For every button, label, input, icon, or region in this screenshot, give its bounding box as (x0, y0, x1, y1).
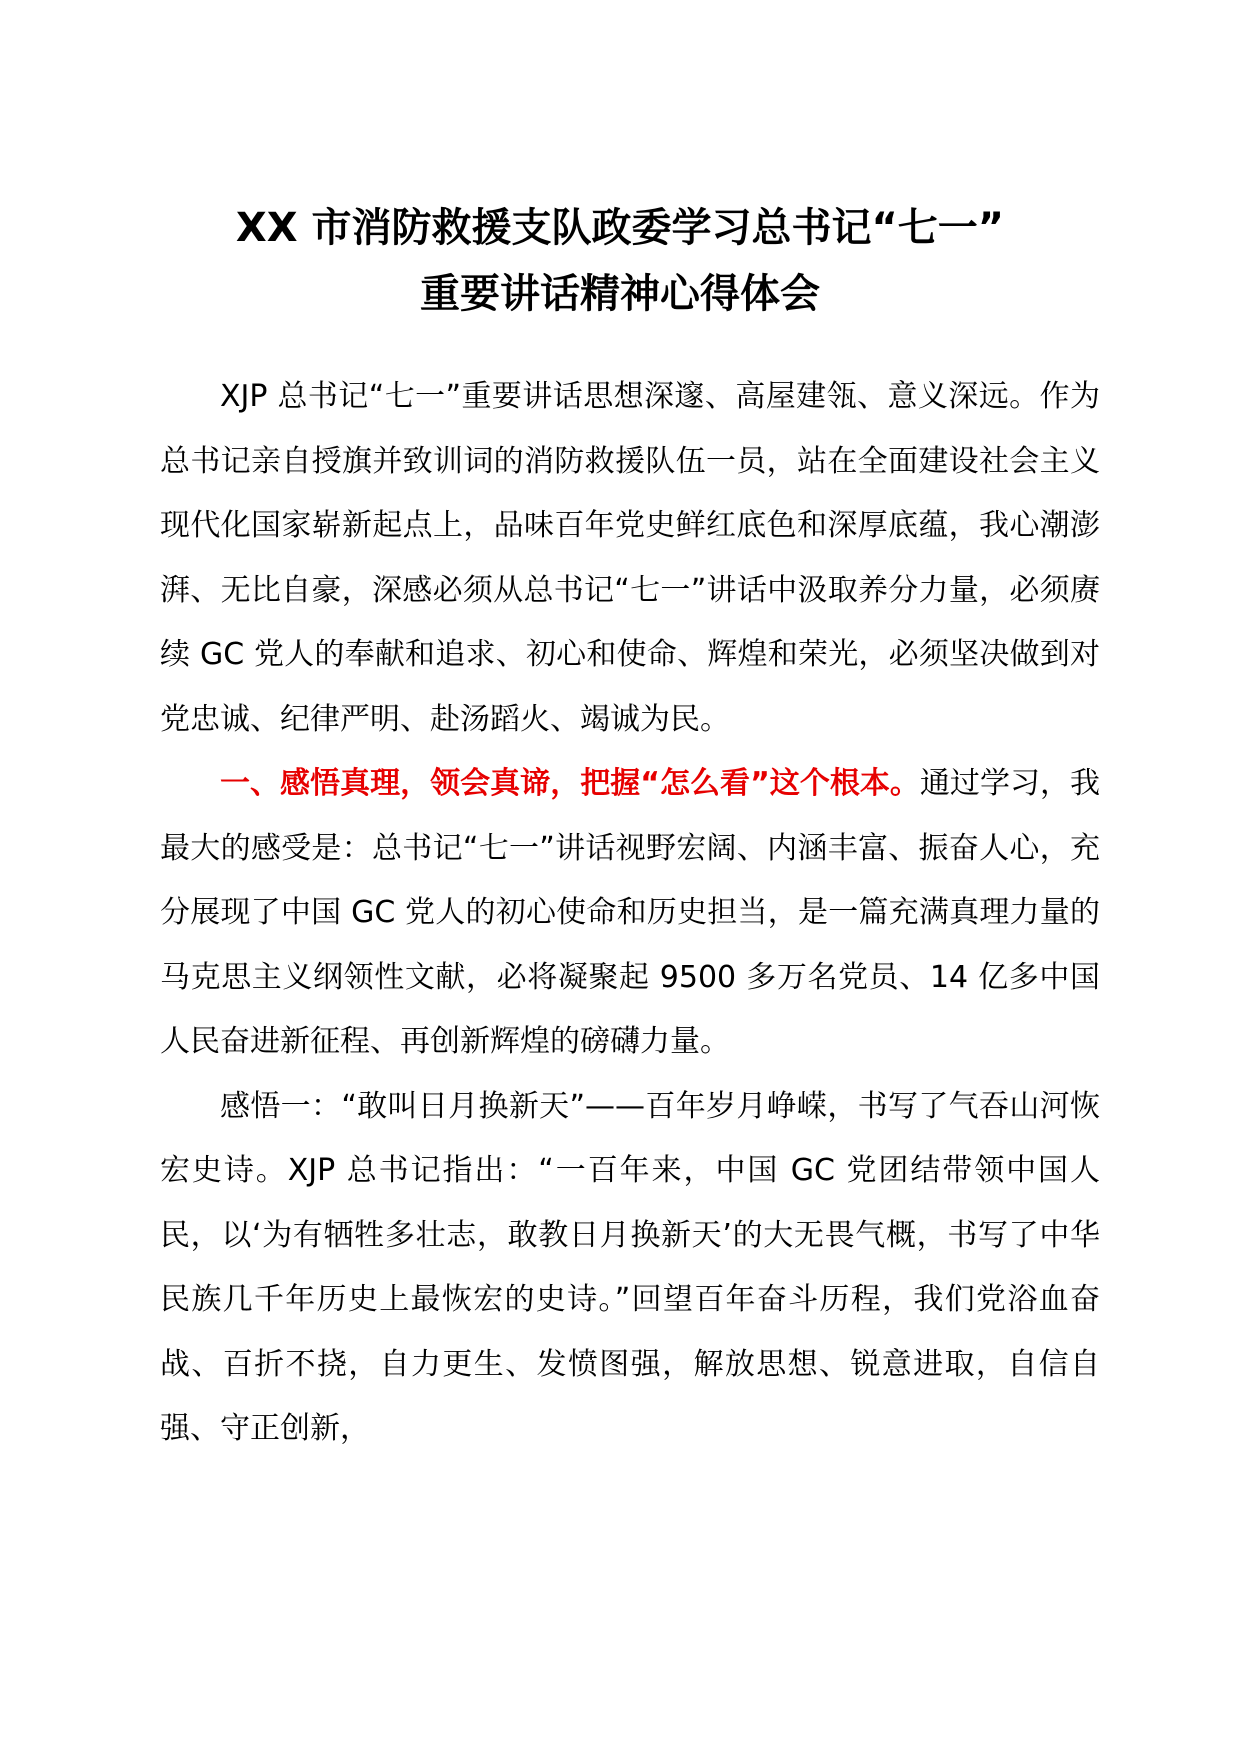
paragraph-section-1 (160, 752, 1100, 1075)
title-line-1: XX 市消防救援支队政委学习总书记“七一” (235, 205, 1005, 251)
section-1-heading: 一、感悟真理，领会真谛，把握“怎么看”这个根本。 (220, 766, 920, 801)
document-body (160, 365, 1100, 1462)
paragraph-intro: XJP 总书记“七一”重要讲话思想深邃、高屋建瓴、意义深远。作为总书记亲自授旗并致训词的消防救援队伍一员，站在全面建设社会主义现代化国家崭新起点上，品味百年党史鲜红底色和深厚底蕴，我心潮澎湃、无比自豪，深感必须从总书记“七一”讲话中汲取养分力量，必须赓续 GC 党人的奉献和追求、初心和使命、辉煌和荣光，必须坚决做到对党忠诚、纪律严明、赴汤蹈火、竭诚为民。 (160, 379, 1100, 737)
section-1-text: 通过学习，我最大的感受是：总书记“七一”讲话视野宏阔、内涵丰富、振奋人心，充分展现了中国 GC 党人的初心使命和历史担当，是一篇充满真理力量的马克思主义纲领性文献，必将凝聚起 9500 多万名党员、14 亿多中国人民奋进新征程、再创新辉煌的磅礴力量。 (160, 766, 1101, 1059)
title-line-2: 重要讲话精神心得体会 (420, 271, 820, 317)
document-title (140, 195, 1100, 327)
paragraph-insight-1: 感悟一：“敢叫日月换新天”——百年岁月峥嵘，书写了气吞山河恢宏史诗。XJP 总书记指出：“一百年来，中国 GC 党团结带领中国人民，以‘为有牺牲多壮志，敢教日月换新天’的大无畏气概，书写了中华民族几千年历史上最恢宏的史诗。”回望百年奋斗历程，我们党浴血奋战、百折不挠，自力更生、发愤图强，解放思想、锐意进取，自信自强、守正创新， (160, 1088, 1100, 1446)
